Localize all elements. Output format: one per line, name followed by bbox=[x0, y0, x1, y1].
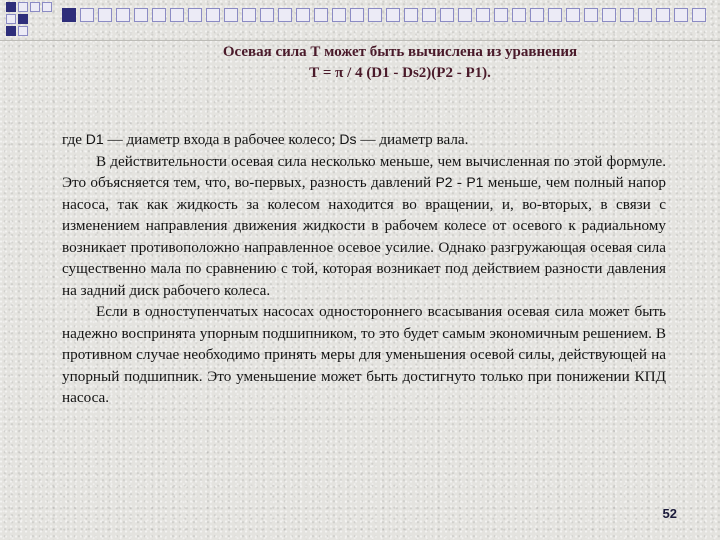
deco-square bbox=[440, 8, 454, 22]
deco-square bbox=[6, 2, 16, 12]
deco-square bbox=[332, 8, 346, 22]
slide-body bbox=[62, 129, 666, 409]
text-segment: В действительности осевая сила несколько меньше, чем вычисленная по этой формуле. Это объясняется тем, что, во-первых, разность давлений bbox=[62, 152, 666, 191]
deco-square bbox=[584, 8, 598, 22]
symbol-ds: Ds bbox=[339, 131, 357, 147]
text-segment: - bbox=[452, 174, 467, 191]
deco-square bbox=[296, 8, 310, 22]
deco-square bbox=[494, 8, 508, 22]
slide-title-line-1: Осевая сила Т может быть вычислена из уравнения bbox=[222, 44, 578, 60]
slide-title-formula: Т = π / 4 (D1 - Ds2)(P2 - P1). bbox=[309, 65, 491, 81]
deco-square bbox=[620, 8, 634, 22]
deco-square bbox=[42, 2, 52, 12]
paragraph-explanation bbox=[62, 151, 666, 302]
deco-square bbox=[656, 8, 670, 22]
deco-square bbox=[30, 2, 40, 12]
text-segment: меньше, чем полный напор насоса, так как жидкость за колесом находится во вращении, и, во-вторых, в связи с изменением направления движения жидкости в рабочем колесе от осевого к радиальному возникает противоположно направленное осевое усилие. Однако разгружающая осевая сила существенно мала по сравнению с той, которая возникает под действием разности давления на задний диск рабочего колеса. bbox=[62, 174, 667, 299]
deco-square bbox=[512, 8, 526, 22]
deco-square bbox=[638, 8, 652, 22]
text-segment: — диаметр входа в рабочее колесо; bbox=[103, 131, 340, 148]
deco-square bbox=[278, 8, 292, 22]
deco-square bbox=[458, 8, 472, 22]
deco-square bbox=[566, 8, 580, 22]
text-segment: — диаметр вала. bbox=[356, 131, 469, 148]
deco-square bbox=[62, 8, 76, 22]
decorative-squares bbox=[0, 0, 720, 40]
deco-square bbox=[224, 8, 238, 22]
paragraph-definitions bbox=[62, 129, 666, 151]
deco-square bbox=[674, 8, 688, 22]
deco-square bbox=[134, 8, 148, 22]
deco-square bbox=[242, 8, 256, 22]
deco-square bbox=[386, 8, 400, 22]
deco-square bbox=[18, 14, 28, 24]
deco-square bbox=[404, 8, 418, 22]
deco-square bbox=[170, 8, 184, 22]
symbol-p2: Р2 bbox=[435, 174, 453, 190]
deco-square bbox=[152, 8, 166, 22]
deco-square bbox=[116, 8, 130, 22]
deco-square bbox=[314, 8, 328, 22]
deco-square bbox=[548, 8, 562, 22]
symbol-p1: Р1 bbox=[466, 174, 484, 190]
deco-square bbox=[18, 26, 28, 36]
deco-square bbox=[6, 14, 16, 24]
symbol-d1: D1 bbox=[85, 131, 104, 147]
deco-square bbox=[350, 8, 364, 22]
deco-square bbox=[98, 8, 112, 22]
deco-square bbox=[260, 8, 274, 22]
deco-square bbox=[80, 8, 94, 22]
deco-square bbox=[18, 2, 28, 12]
deco-square bbox=[602, 8, 616, 22]
deco-square bbox=[422, 8, 436, 22]
deco-square bbox=[368, 8, 382, 22]
paragraph-conclusion: Если в одноступенчатых насосах одностороннего всасывания осевая сила может быть надежно воспринята упорным подшипником, то это будет самым экономичным решением. В противном случае необходимо принять меры для уменьшения осевой силы, действующей на упорный подшипник. Это уменьшение может быть достигнуто только при понижении КПД насоса. bbox=[62, 303, 666, 406]
text-segment: где bbox=[62, 131, 86, 148]
deco-square bbox=[188, 8, 202, 22]
deco-square bbox=[6, 26, 16, 36]
page-number: 52 bbox=[662, 506, 677, 521]
deco-square bbox=[530, 8, 544, 22]
deco-square bbox=[476, 8, 490, 22]
deco-square bbox=[692, 8, 706, 22]
deco-square bbox=[206, 8, 220, 22]
header-divider bbox=[0, 40, 720, 41]
